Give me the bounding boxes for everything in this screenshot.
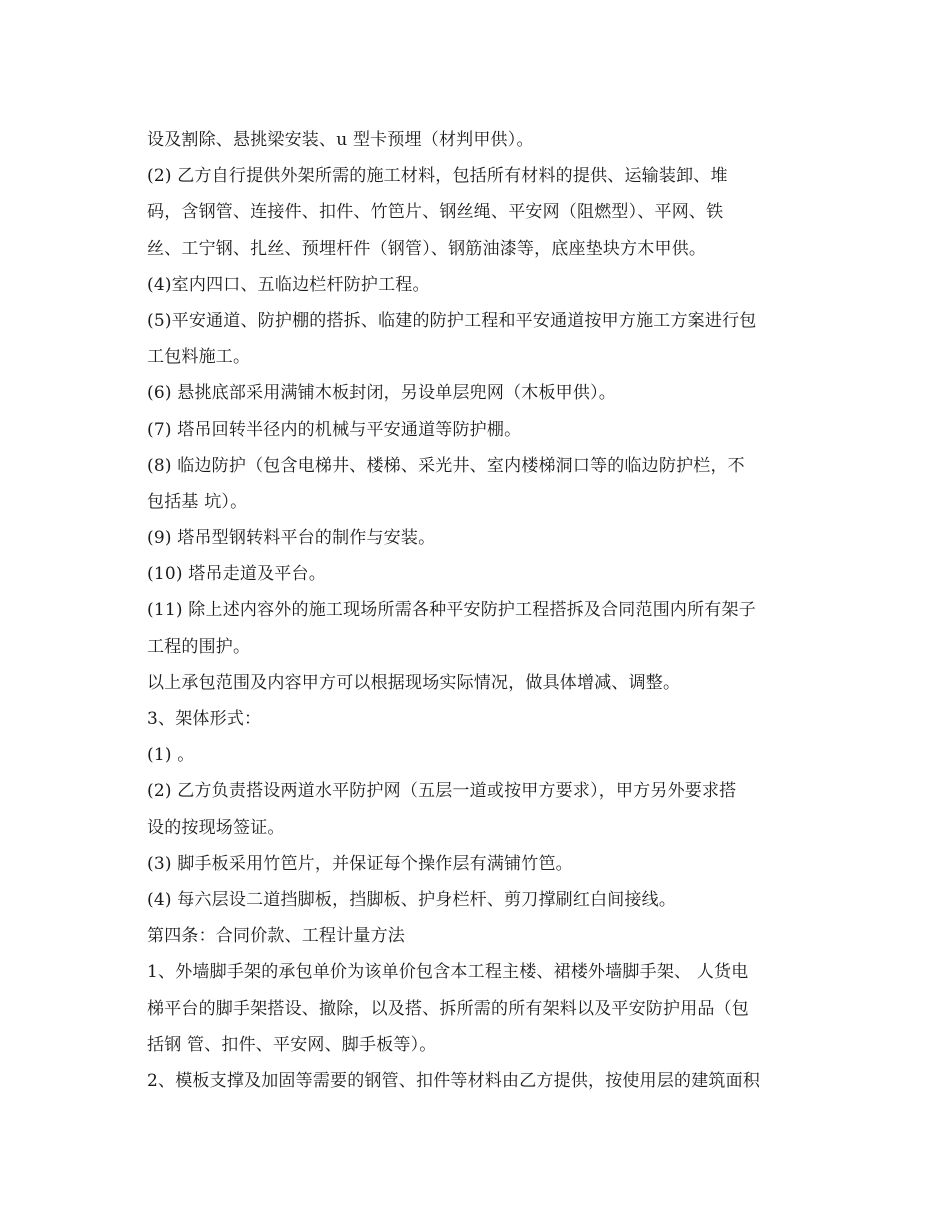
text-line: 丝、工宁钢、扎丝、预埋杆件（钢管）、钢筋油漆等，底座垫块方木甲供。	[147, 238, 707, 259]
text-line: (9) 塔吊型钢转料平台的制作与安装。	[147, 528, 436, 549]
text-line: 包括基 坑）。	[147, 491, 248, 512]
text-line: (7) 塔吊回转半径内的机械与平安通道等防护棚。	[147, 419, 522, 440]
text-line: (4) 每六层设二道挡脚板，挡脚板、护身栏杆、剪刀撑刷红白间接线。	[147, 889, 677, 910]
text-line: 设及割除、悬挑梁安装、u 型卡预埋（材判甲供）。	[147, 130, 534, 150]
text-line: 2、模板支撑及加固等需要的钢管、扣件等材料由乙方提供，按使用层的建筑面积	[147, 1070, 761, 1091]
text-line: (3) 脚手板采用竹笆片，并保证每个操作层有满铺竹笆。	[147, 853, 573, 874]
text-line: (8) 临边防护（包含电梯井、楼梯、采光井、室内楼梯洞口等的临边防护栏，不	[147, 455, 745, 476]
text-line: (5)平安通道、防护棚的搭拆、临建的防护工程和平安通道按甲方施工方案进行包	[147, 310, 757, 331]
text-line: 码，含钢管、连接件、扣件、竹笆片、钢丝绳、平安网（阻燃型）、平网、铁	[147, 202, 724, 223]
text-line: 以上承包范围及内容甲方可以根据现场实际情况，做具体增减、调整。	[147, 672, 681, 693]
text-line: (10) 塔吊走道及平台。	[147, 564, 326, 585]
text-line: (2) 乙方自行提供外架所需的施工材料，包括所有材料的提供、运输装卸、堆	[147, 166, 728, 187]
section-heading: 3、架体形式：	[147, 709, 262, 729]
text-line: (4)室内四口、五临边栏杆防护工程。	[147, 274, 430, 295]
text-line: (2) 乙方负责搭设两道水平防护网（五层一道或按甲方要求），甲方另外要求搭	[147, 781, 737, 802]
text-line: (1) 。	[147, 745, 195, 766]
text-line: 1、外墙脚手架的承包单价为该单价包含本工程主楼、裙楼外墙脚手架、 人货电	[147, 962, 749, 983]
text-line: 工程的围护。	[147, 636, 251, 657]
document-body	[147, 122, 817, 1099]
text-line: 梯平台的脚手架搭设、撤除，以及搭、拆所需的所有架料以及平安防护用品（包	[147, 998, 749, 1019]
text-line: 括钢 管、扣件、平安网、脚手板等）。	[147, 1034, 437, 1055]
text-line: (6) 悬挑底部采用满铺木板封闭，另设单层兜网（木板甲供）。	[147, 383, 616, 404]
text-line: (11) 除上述内容外的施工现场所需各种平安防护工程搭拆及合同范围内所有架子	[147, 600, 756, 621]
article-heading: 第四条：合同价款、工程计量方法	[147, 926, 405, 947]
text-line: 设的按现场签证。	[147, 817, 285, 838]
text-line: 工包料施工。	[147, 347, 251, 368]
